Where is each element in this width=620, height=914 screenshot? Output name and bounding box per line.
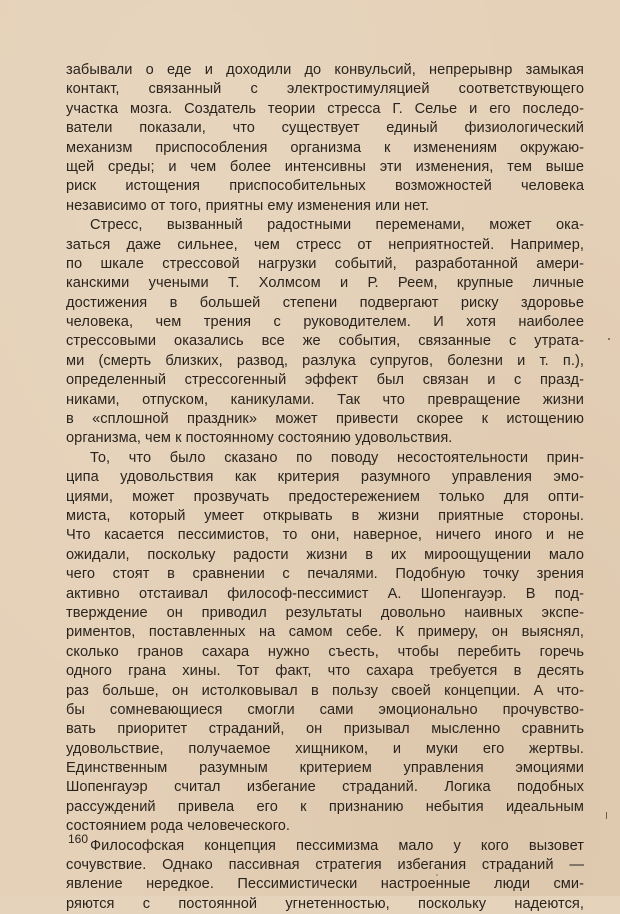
text-line: То, что было сказано по поводу несостоятельности прин- bbox=[90, 449, 584, 466]
paper-speck bbox=[318, 884, 319, 886]
text-line: ми (смерть близких, развод, разлука супругов, болезни и т. п.), bbox=[66, 352, 584, 369]
text-line: ожидали, поскольку радости жизни в их мироощущении мало bbox=[66, 546, 584, 563]
text-line: заться даже сильнее, чем стресс от неприятностей. Например, bbox=[66, 236, 584, 253]
text-line: рассуждений привела его к признанию небытия идеальным bbox=[66, 798, 584, 815]
text-line: одного грана хины. Тот факт, что сахара требуется в десять bbox=[66, 663, 584, 680]
text-line: в «сплошной праздник» может привести скорее к истощению bbox=[66, 411, 584, 428]
text-line: активно отстаивал философ-пессимист А. Шопенгауэр. В под- bbox=[66, 585, 584, 602]
text-line: ватели показали, что существует единый физиологический bbox=[66, 120, 584, 137]
text-line: миста, который умеет открывать в жизни приятные стороны. bbox=[66, 507, 584, 524]
text-line: человека, чем трения с руководителем. И хотя наиболее bbox=[66, 314, 584, 331]
text-line: независимо от того, приятны ему изменения или нет. bbox=[66, 197, 430, 214]
text-line: удовольствие, получаемое хищником, и муки его жертвы. bbox=[66, 740, 584, 757]
text-line: чего стоят в сравнении с печалями. Подобную точку зрения bbox=[66, 566, 584, 583]
text-line: раз больше, он истолковывал в пользу своей концепции. А что- bbox=[66, 682, 584, 699]
text-line: Шопенгауэр считал избегание страданий. Логика подобных bbox=[66, 779, 584, 796]
text-line: никами, отпуском, каникулами. Так что превращение жизни bbox=[66, 391, 584, 408]
text-line: бы сомневающиеся смогли сами эмоционально прочувство- bbox=[66, 701, 584, 718]
text-line: сколько гранов сахара нужно съесть, чтобы перебить горечь bbox=[66, 643, 584, 660]
text-line: контакт, связанный с электростимуляцией соответствующего bbox=[66, 81, 584, 98]
text-line: сочувствие. Однако пассивная стратегия избегания страданий — bbox=[66, 857, 584, 874]
text-line: тверждение он приводил результаты довольно наивных экспе- bbox=[66, 604, 584, 621]
text-line: стрессовыми оказались все же события, связанные с утрата- bbox=[66, 333, 584, 350]
text-line: достижения в большей степени подвергают риску здоровье bbox=[66, 294, 584, 311]
text-line: забывали о еде и доходили до конвульсий, непрерывнр замыкая bbox=[66, 62, 584, 78]
text-line: канскими учеными Т. Холмсом и Р. Реем, крупные личные bbox=[66, 275, 584, 292]
page-number: 160 bbox=[68, 832, 89, 846]
text-line: Что касается пессимистов, то они, наверное, ничего иного и не bbox=[66, 527, 584, 544]
paper-speck bbox=[436, 874, 438, 876]
text-line: щей среды; и чем более интенсивны эти изменения, тем выше bbox=[66, 158, 584, 175]
text-line: ряются с постоянной угнетенностью, поскольку надеются, bbox=[66, 895, 584, 912]
text-line: механизм приспособления организма к изменениям окружаю- bbox=[66, 139, 584, 156]
text-line: Единственным разумным критерием управления эмоциями bbox=[66, 760, 584, 777]
text-line: по шкале стрессовой нагрузки событий, разработанной амери- bbox=[66, 255, 584, 272]
text-line: вать приоритет страданий, он призывал мысленно сравнить bbox=[66, 721, 584, 738]
paper-speck bbox=[608, 338, 610, 340]
text-line: определенный стрессогенный эффект был связан и с празд- bbox=[66, 372, 584, 389]
text-line: организма, чем к постоянному состоянию удовольствия. bbox=[66, 430, 453, 447]
paper-speck bbox=[606, 812, 607, 819]
text-line: участка мозга. Создатель теории стресса Г. Селье и его последо- bbox=[66, 100, 584, 117]
text-line: состоянием рода человеческого. bbox=[66, 818, 291, 835]
body-text bbox=[66, 61, 584, 914]
text-line: ципа удовольствия как критерия разумного управления эмо- bbox=[66, 469, 584, 486]
text-line: циями, может прозвучать предостережением только для опти- bbox=[66, 488, 584, 505]
text-line: явление нередкое. Пессимистически настроенные люди сми- bbox=[66, 876, 584, 893]
text-line: риментов, поставленных на самом себе. К примеру, он выяснял, bbox=[66, 624, 584, 641]
text-line: Философская концепция пессимизма мало у кого вызовет bbox=[90, 837, 584, 854]
text-line: риск истощения приспособительных возможностей человека bbox=[66, 178, 584, 195]
text-line: Стресс, вызванный радостными переменами, может ока- bbox=[90, 217, 584, 234]
